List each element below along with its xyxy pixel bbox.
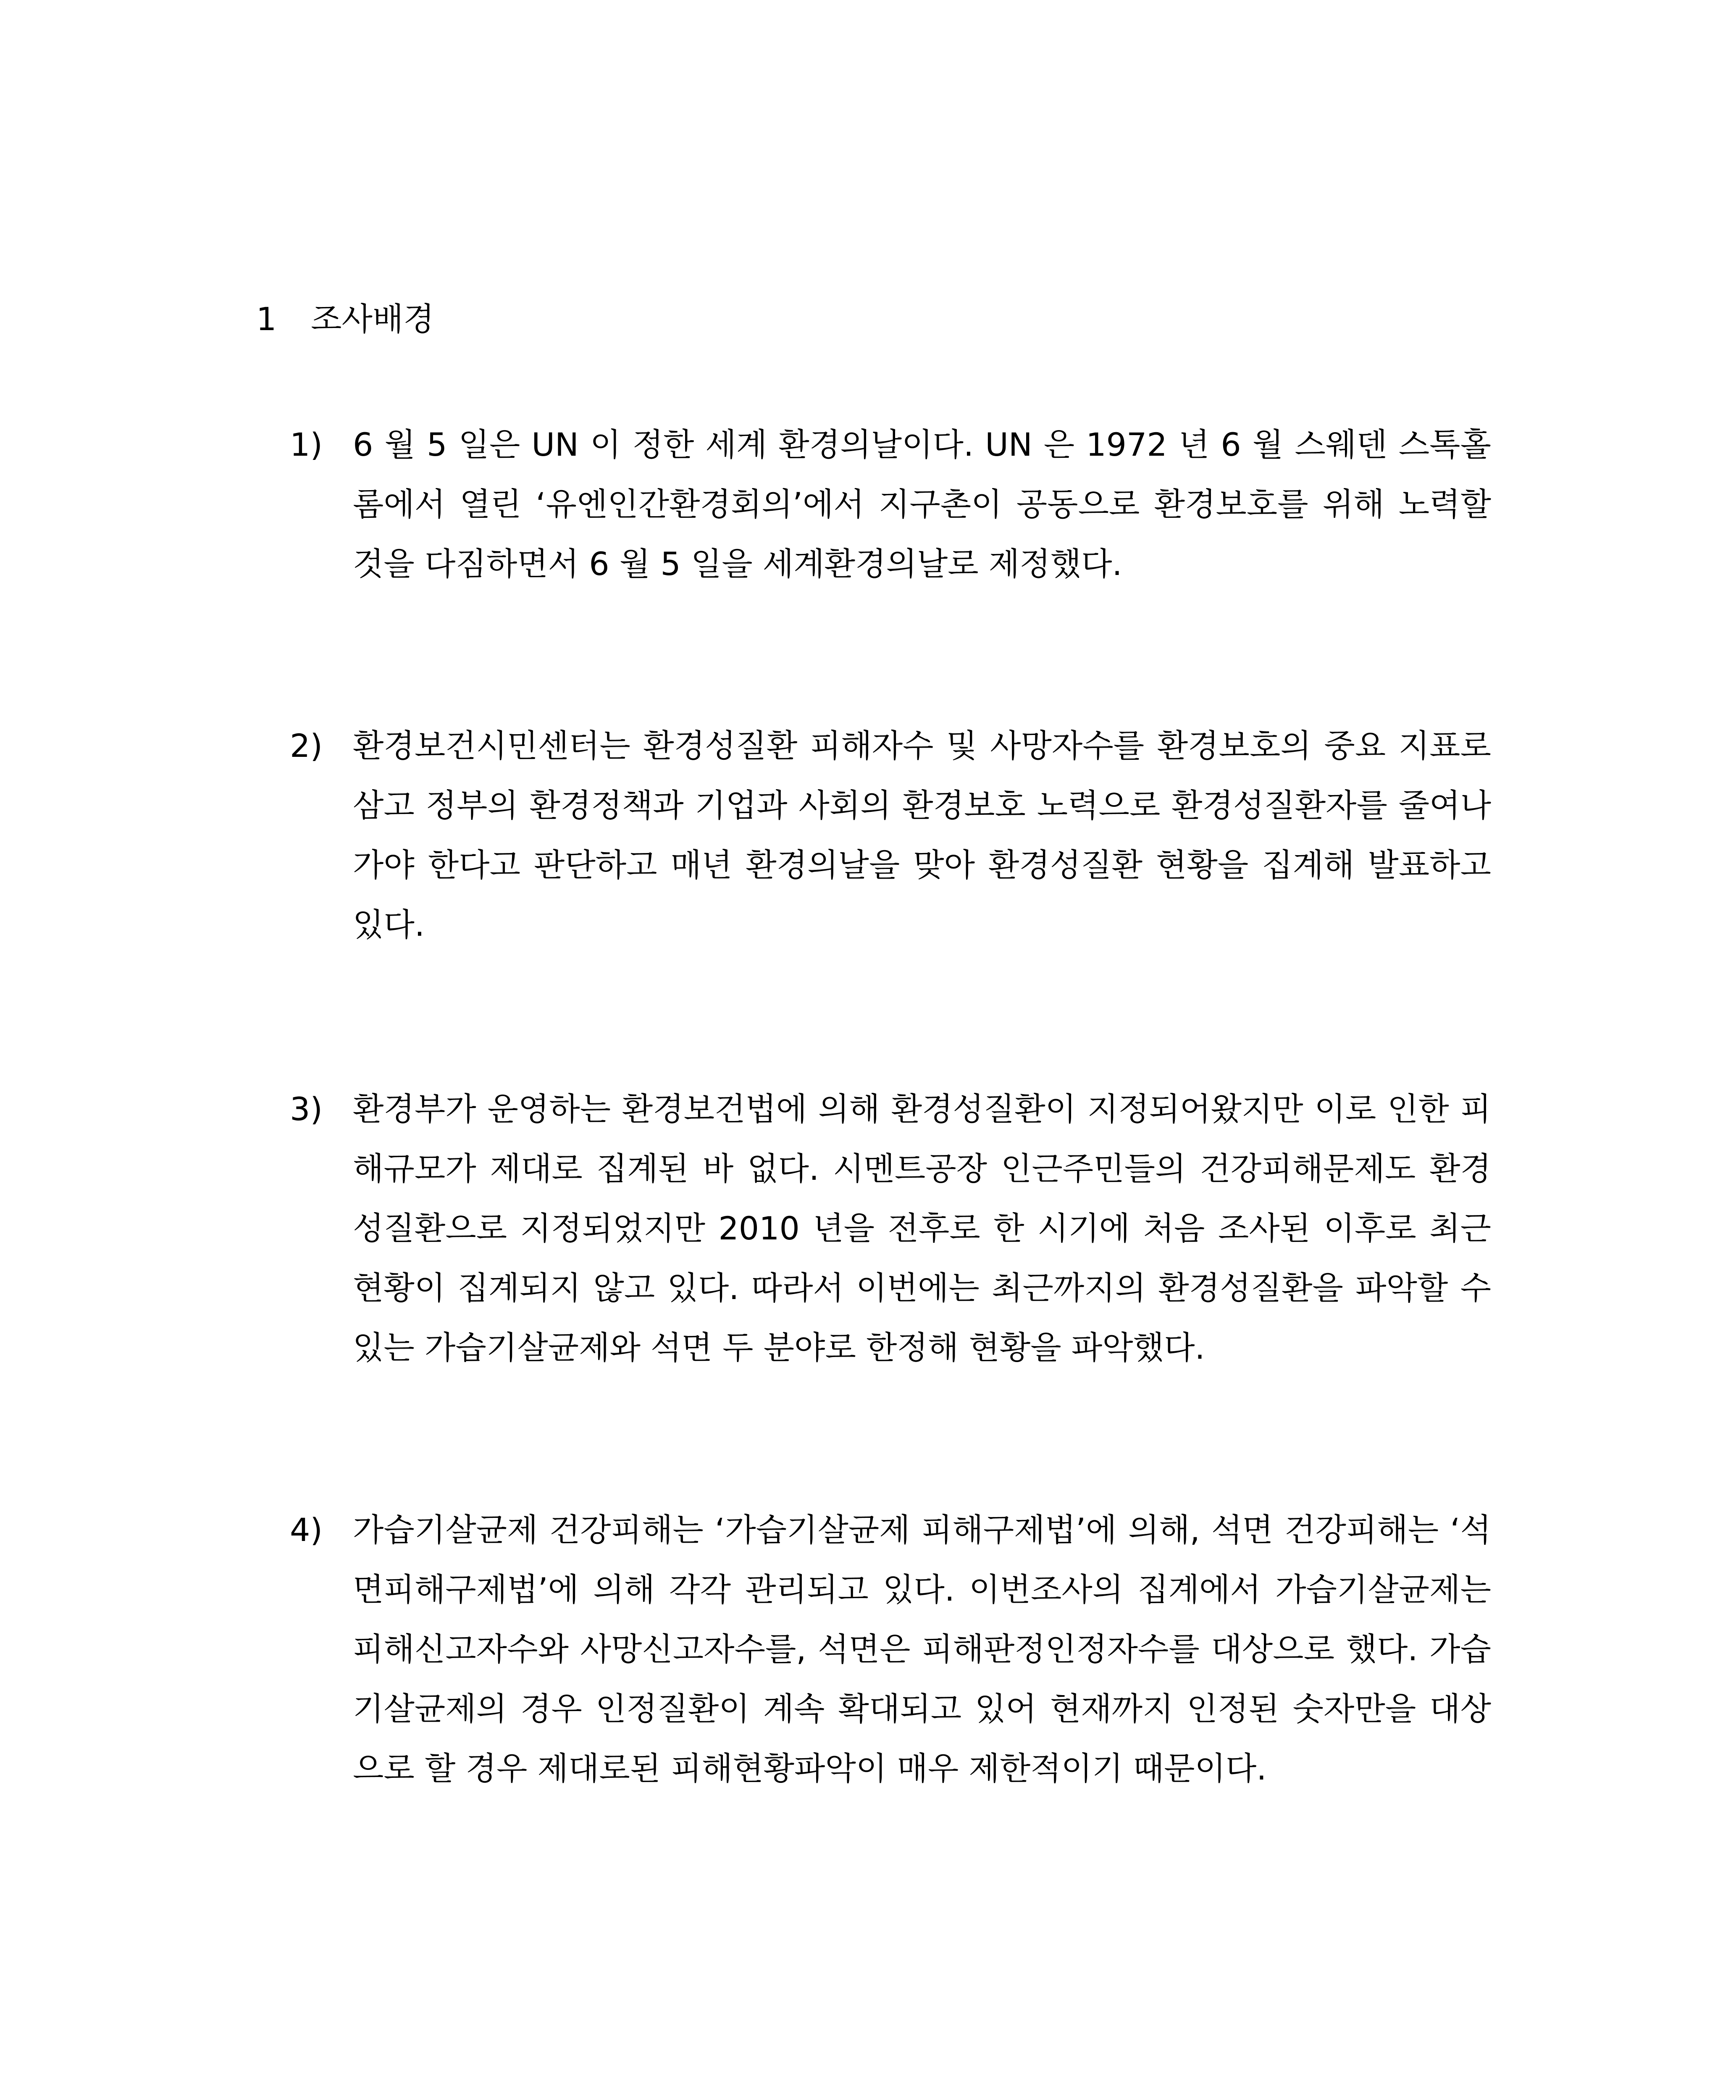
list-item <box>290 1079 1491 1378</box>
list-item-marker: 1) <box>290 426 323 463</box>
list-item-marker: 3) <box>290 1090 323 1128</box>
section-title: 조사배경 <box>311 300 434 338</box>
list-item <box>290 1500 1491 1798</box>
list-item-marker: 2) <box>290 727 323 764</box>
list-item <box>290 716 1491 955</box>
list-item-text: 6 월 5 일은 UN 이 정한 세계 환경의날이다. UN 은 1972 년 6 월 스웨덴 스톡홀롬에서 열린 ‘유엔인간환경회의’에서 지구촌이 공동으로 환경보호를 위해 노력할것을 다짐하면서 6 월 5 일을 세계환경의날로 제정했다. <box>353 426 1491 583</box>
list-item-text: 환경보건시민센터는 환경성질환 피해자수 및 사망자수를 환경보호의 중요 지표로 삼고 정부의 환경정책과 기업과 사회의 환경보호 노력으로 환경성질환자를 줄여나가야 한다고 판단하고 매년 환경의날을 맞아 환경성질환 현황을 집계해 발표하고 있다. <box>353 727 1491 943</box>
list-item <box>290 415 1491 594</box>
list-item-marker: 4) <box>290 1511 323 1549</box>
list-item-text: 가습기살균제 건강피해는 ‘가습기살균제 피해구제법’에 의해, 석면 건강피해는 ‘석면피해구제법’에 의해 각각 관리되고 있다. 이번조사의 집계에서 가습기살균제는 피해신고자수와 사망신고자수를, 석면은 피해판정인정자수를 대상으로 했다. 가습기살균제의 경우 인정질환이 계속 확대되고 있어 현재까지 인정된 숫자만을 대상으로 할 경우 제대로된 피해현황파악이 매우 제한적이기 때문이다. <box>353 1511 1491 1787</box>
section-heading <box>256 294 434 344</box>
list-item-text: 환경부가 운영하는 환경보건법에 의해 환경성질환이 지정되어왔지만 이로 인한 피해규모가 제대로 집계된 바 없다. 시멘트공장 인근주민들의 건강피해문제도 환경성질환으로 지정되었지만 2010 년을 전후로 한 시기에 처음 조사된 이후로 최근 현황이 집계되지 않고 있다. 따라서 이번에는 최근까지의 환경성질환을 파악할 수 있는 가습기살균제와 석면 두 분야로 한정해 현황을 파악했다. <box>353 1090 1491 1366</box>
section-number: 1 <box>256 300 277 338</box>
